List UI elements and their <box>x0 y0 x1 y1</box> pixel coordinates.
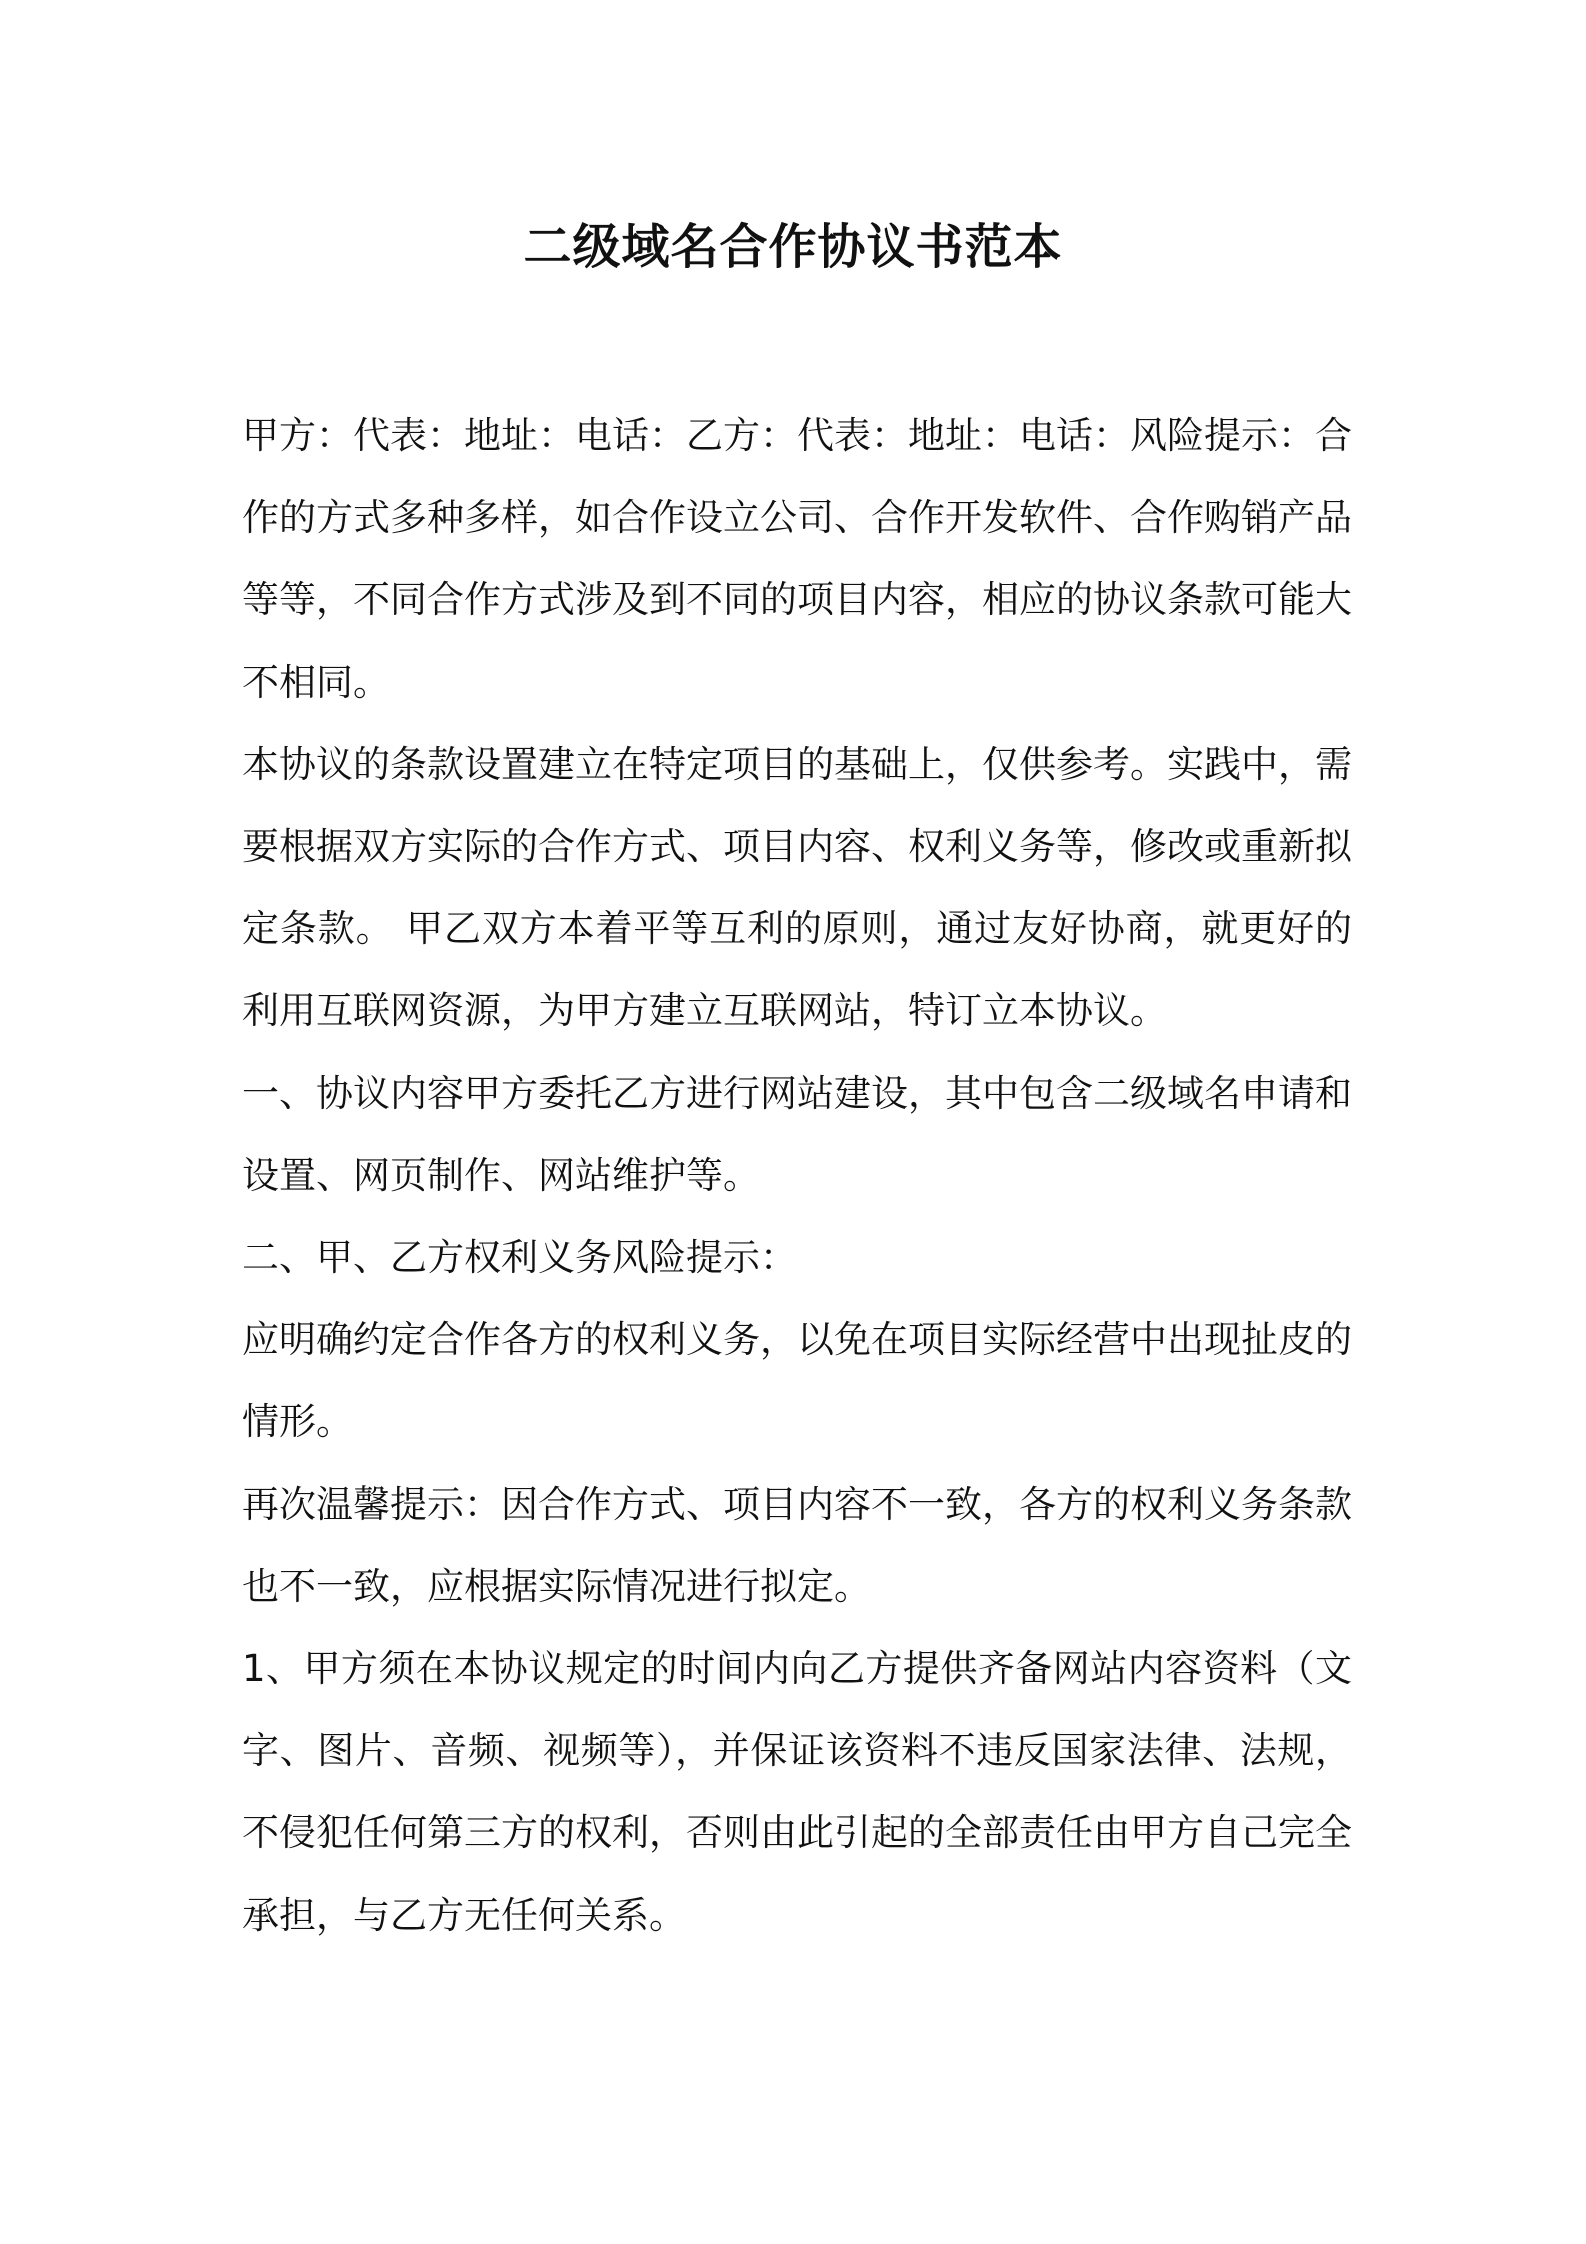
paragraph-rights-note: 应明确约定合作各方的权利义务，以免在项目实际经营中出现扯皮的情形。 <box>242 1318 1352 1444</box>
paragraph-reminder: 再次温馨提示：因合作方式、项目内容不一致，各方的权利义务条款也不一致，应根据实际情况进行拟定。 <box>242 1482 1352 1608</box>
paragraph-clause-one: 1、甲方须在本协议规定的时间内向乙方提供齐备网站内容资料（文字、图片、音频、视频等），并保证该资料不违反国家法律、法规，不侵犯任何第三方的权利，否则由此引起的全部责任由甲方自己完全承担，与乙方无任何关系。 <box>242 1647 1352 1937</box>
document-body <box>242 395 1352 1957</box>
paragraph-section-one: 一、协议内容甲方委托乙方进行网站建设，其中包含二级域名申请和设置、网页制作、网站维护等。 <box>242 1071 1352 1197</box>
paragraph-section-two-heading: 二、甲、乙方权利义务风险提示： <box>242 1236 797 1280</box>
document-title: 二级域名合作协议书范本 <box>523 219 1063 275</box>
paragraph-preamble: 本协议的条款设置建立在特定项目的基础上，仅供参考。实践中，需要根据双方实际的合作方式、项目内容、权利义务等，修改或重新拟定条款。 甲乙双方本着平等互利的原则，通过友好协商，就更好的利用互联网资源，为甲方建立互联网站，特订立本协议。 <box>242 742 1352 1033</box>
paragraph-parties: 甲方：代表：地址：电话：乙方：代表：地址：电话：风险提示：合作的方式多种多样，如合作设立公司、合作开发软件、合作购销产品等等，不同合作方式涉及到不同的项目内容，相应的协议条款可能大不相同。 <box>242 414 1352 704</box>
